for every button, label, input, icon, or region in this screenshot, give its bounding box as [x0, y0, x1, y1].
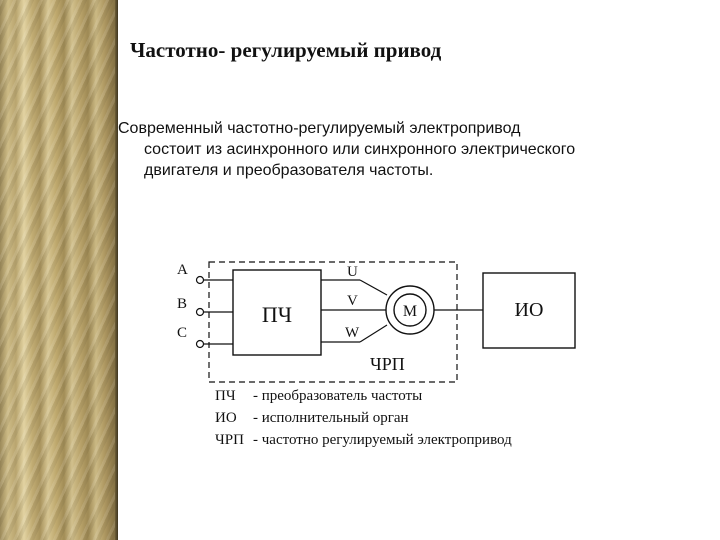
slide-paragraph — [118, 118, 708, 181]
legend-desc-1: - преобразователь частоты — [253, 388, 423, 404]
input-label-a: A — [177, 262, 188, 278]
legend-desc-2: - исполнительный орган — [253, 410, 409, 426]
paragraph-line-3: двигателя и преобразователя частоты. — [144, 162, 434, 179]
actuator-label: ИО — [514, 299, 544, 321]
drive-label: ЧРП — [370, 354, 405, 374]
input-label-b: B — [177, 296, 188, 312]
legend-abbr-1: ПЧ — [215, 388, 236, 404]
legend-abbr-2: ИО — [215, 410, 237, 426]
motor-label: M — [402, 303, 418, 320]
output-label-u: U — [347, 264, 358, 280]
decorative-gold-bar — [0, 0, 118, 540]
converter-label: ПЧ — [261, 302, 293, 327]
input-terminal-b — [197, 309, 204, 316]
output-label-v: V — [347, 293, 358, 309]
legend-abbr-3: ЧРП — [215, 432, 244, 448]
legend-desc-3: - частотно регулируемый электропривод — [253, 432, 512, 448]
output-line-u-diag — [360, 280, 387, 295]
input-terminal-a — [197, 277, 204, 284]
output-label-w: W — [345, 325, 360, 341]
input-label-c: C — [177, 325, 188, 341]
slide-title: Частотно- регулируемый привод — [130, 38, 442, 62]
paragraph-line-1: Современный частотно-регулируемый электропривод — [118, 120, 521, 137]
gold-bar-edge — [115, 0, 118, 540]
drive-diagram — [165, 225, 610, 495]
paragraph-line-2: состоит из асинхронного или синхронного электрического — [144, 141, 576, 158]
input-terminal-c — [197, 341, 204, 348]
output-line-w-diag — [360, 325, 387, 342]
